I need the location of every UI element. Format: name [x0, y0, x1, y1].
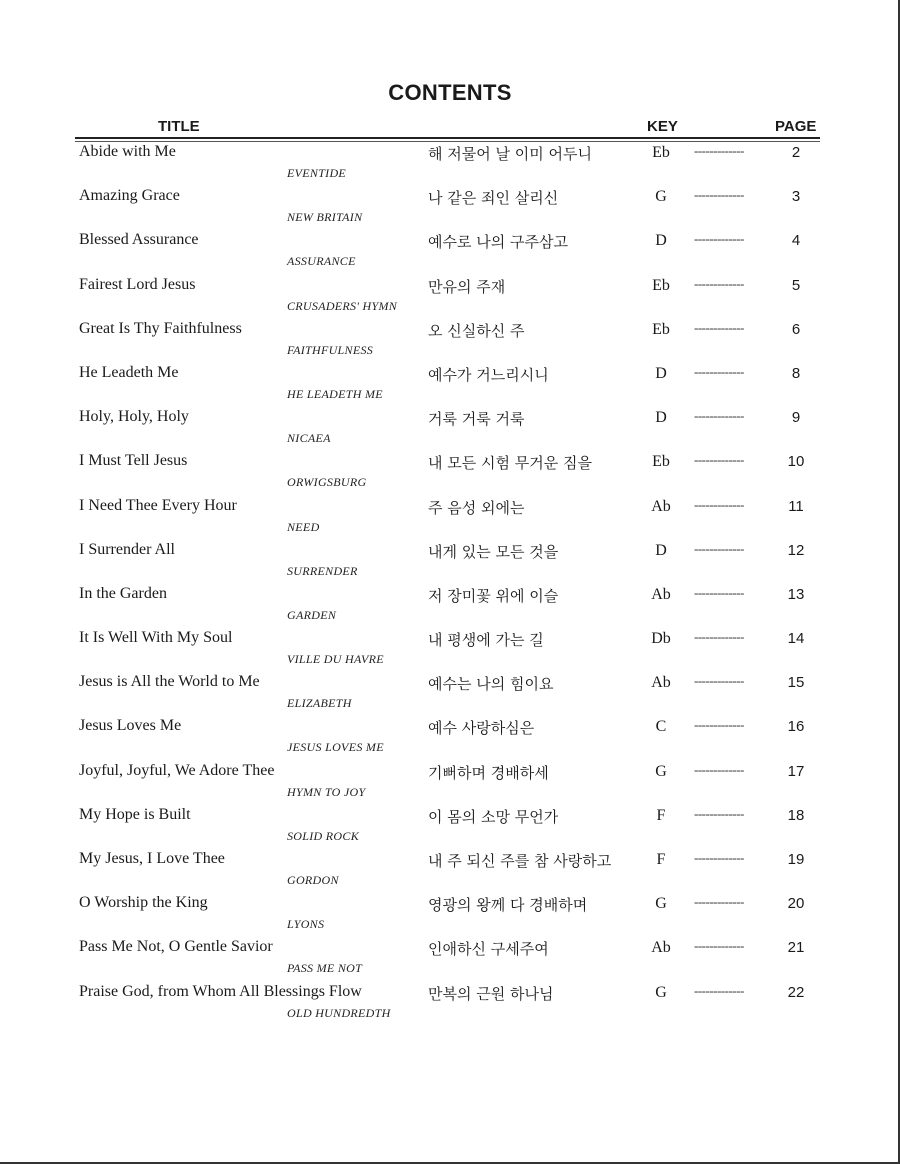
- korean-title: 주 음성 외에는: [428, 498, 525, 517]
- korean-title: 거룩 거룩 거룩: [428, 410, 525, 429]
- list-item: [0, 983, 900, 1027]
- tune-name: CRUSADERS' HYMN: [287, 298, 398, 313]
- tune-name: JESUS LOVES ME: [287, 740, 384, 755]
- hymn-key: Eb: [652, 453, 670, 471]
- page-number: 5: [791, 276, 801, 294]
- korean-title: 오 신실하신 주: [428, 321, 525, 340]
- hymn-key: D: [655, 409, 667, 427]
- korean-title: 내게 있는 모든 것을: [428, 542, 559, 561]
- dot-leader: -------------: [694, 319, 744, 335]
- korean-title: 저 장미꽃 위에 이슬: [428, 586, 559, 605]
- hymn-title: My Jesus, I Love Thee: [79, 850, 225, 867]
- dot-leader: -------------: [694, 629, 744, 645]
- page-number: 11: [788, 497, 804, 515]
- contents-list: [0, 143, 900, 1027]
- dot-leader: -------------: [694, 452, 744, 468]
- dot-leader: -------------: [694, 540, 744, 556]
- page-number: 16: [787, 718, 805, 736]
- tune-name: PASS ME NOT: [287, 961, 363, 976]
- hymn-key: D: [655, 364, 667, 382]
- list-item: [0, 497, 900, 541]
- hymn-key: Eb: [652, 320, 670, 338]
- tune-name: FAITHFULNESS: [287, 342, 374, 357]
- page-number: 12: [787, 541, 805, 559]
- hymn-title: I Surrender All: [79, 540, 175, 558]
- page-number: 8: [791, 364, 801, 382]
- hymn-title: My Hope is Built: [79, 805, 191, 823]
- korean-title: 인애하신 구세주여: [428, 940, 549, 959]
- list-item: [0, 762, 900, 806]
- page-title: CONTENTS: [388, 80, 512, 105]
- hymn-title: Pass Me Not, O Gentle Savior: [79, 938, 273, 956]
- tune-name: ASSURANCE: [287, 254, 356, 269]
- column-header-key: KEY: [647, 118, 678, 135]
- korean-title: 예수로 나의 구주삼고: [428, 233, 568, 252]
- hymn-title: O Worship the King: [79, 894, 208, 912]
- korean-title: 기뻐하며 경배하세: [428, 763, 549, 782]
- hymn-title: Blessed Assurance: [79, 231, 199, 249]
- page-number: 3: [791, 188, 801, 206]
- hymn-key: D: [655, 232, 667, 250]
- list-item: [0, 850, 900, 894]
- hymn-key: G: [655, 895, 667, 913]
- hymn-title: Holy, Holy, Holy: [79, 408, 189, 426]
- tune-name: GORDON: [287, 873, 339, 887]
- hymn-title: I Must Tell Jesus: [79, 452, 188, 470]
- korean-title: 만유의 주재: [428, 277, 506, 296]
- hymn-key: Ab: [651, 939, 671, 957]
- page-number: 15: [787, 674, 805, 692]
- hymn-key: G: [655, 983, 667, 1001]
- dot-leader: -------------: [694, 187, 744, 203]
- list-item: [0, 452, 900, 496]
- list-item: [0, 364, 900, 408]
- tune-name: GARDEN: [287, 607, 337, 622]
- tune-name: NICAEA: [287, 431, 331, 446]
- hymn-title: Amazing Grace: [79, 187, 180, 205]
- hymn-title: Great Is Thy Faithfulness: [79, 319, 242, 337]
- list-item: [0, 276, 900, 320]
- korean-title: 만복의 근원 하나님: [428, 984, 554, 1003]
- korean-title: 예수가 거느리시니: [428, 365, 549, 384]
- dot-leader: -------------: [694, 275, 744, 291]
- dot-leader: -------------: [694, 231, 744, 247]
- page-number: 6: [791, 320, 801, 338]
- tune-name: LYONS: [287, 917, 325, 932]
- page-number: 2: [791, 144, 801, 161]
- dot-leader: -------------: [694, 496, 744, 512]
- page-number: 22: [787, 983, 805, 1001]
- column-header-page: PAGE: [775, 118, 817, 135]
- hymn-title: Fairest Lord Jesus: [79, 275, 196, 293]
- tune-name: NEW BRITAIN: [287, 210, 363, 225]
- hymn-title: Jesus Loves Me: [79, 717, 182, 735]
- dot-leader: -------------: [694, 143, 744, 158]
- page-number: 20: [787, 895, 805, 913]
- hymn-title: Joyful, Joyful, We Adore Thee: [79, 761, 275, 779]
- page-number: 14: [787, 630, 805, 648]
- list-item: [0, 585, 900, 629]
- dot-leader: -------------: [694, 805, 744, 821]
- page-number: 18: [787, 806, 805, 824]
- korean-title: 내 평생에 가는 길: [428, 631, 544, 650]
- hymn-key: G: [655, 762, 667, 780]
- page-number: 9: [791, 409, 801, 427]
- hymn-title: He Leadeth Me: [79, 363, 179, 381]
- hymn-key: G: [655, 188, 667, 206]
- korean-title: 영광의 왕께 다 경배하며: [428, 896, 588, 915]
- page-number: 4: [791, 232, 801, 250]
- hymn-key: Db: [651, 630, 671, 648]
- column-header-title: TITLE: [158, 118, 200, 135]
- korean-title: 해 저물어 날 이미 어두니: [428, 145, 592, 163]
- dot-leader: -------------: [694, 717, 744, 733]
- list-item: [0, 320, 900, 364]
- page-number: 10: [787, 453, 805, 471]
- header-rule: [75, 137, 820, 142]
- hymn-title: Abide with Me: [79, 143, 176, 160]
- hymn-key: D: [655, 541, 667, 559]
- hymn-title: I Need Thee Every Hour: [79, 496, 237, 514]
- tune-name: ELIZABETH: [287, 696, 352, 711]
- list-item: [0, 408, 900, 452]
- hymn-key: F: [656, 851, 666, 868]
- list-item: [0, 187, 900, 231]
- tune-name: NEED: [287, 519, 320, 534]
- list-item: [0, 806, 900, 850]
- tune-name: EVENTIDE: [287, 166, 347, 180]
- list-item: [0, 541, 900, 585]
- tune-name: ORWIGSBURG: [287, 475, 367, 490]
- korean-title: 예수 사랑하심은: [428, 719, 535, 738]
- hymn-key: Ab: [651, 674, 671, 692]
- korean-title: 나 같은 죄인 살리신: [428, 189, 559, 208]
- tune-name: OLD HUNDREDTH: [287, 1005, 391, 1020]
- list-item: [0, 894, 900, 938]
- dot-leader: -------------: [694, 982, 744, 998]
- hymn-key: C: [655, 718, 667, 736]
- list-item: [0, 717, 900, 761]
- page-number: 17: [787, 762, 805, 780]
- page-number: 19: [787, 851, 805, 868]
- page-number: 13: [787, 585, 805, 603]
- hymn-title: Jesus is All the World to Me: [79, 673, 260, 691]
- korean-title: 예수는 나의 힘이요: [428, 675, 554, 694]
- tune-name: VILLE DU HAVRE: [287, 652, 384, 667]
- hymn-key: Ab: [651, 497, 671, 515]
- hymn-title: It Is Well With My Soul: [79, 629, 233, 647]
- list-item: [0, 673, 900, 717]
- korean-title: 이 몸의 소망 무언가: [428, 807, 559, 826]
- tune-name: HYMN TO JOY: [287, 784, 366, 799]
- tune-name: HE LEADETH ME: [287, 386, 383, 401]
- korean-title: 내 주 되신 주를 참 사랑하고: [428, 852, 612, 870]
- hymn-title: In the Garden: [79, 584, 167, 602]
- dot-leader: -------------: [694, 850, 744, 865]
- page-number: 21: [787, 939, 805, 957]
- dot-leader: -------------: [694, 894, 744, 910]
- korean-title: 내 모든 시험 무거운 짐을: [428, 454, 592, 473]
- dot-leader: -------------: [694, 584, 744, 600]
- list-item: [0, 938, 900, 982]
- list-item: [0, 629, 900, 673]
- dot-leader: -------------: [694, 938, 744, 954]
- hymn-title: Praise God, from Whom All Blessings Flow: [79, 982, 362, 1000]
- dot-leader: -------------: [694, 673, 744, 689]
- hymn-key: Ab: [651, 585, 671, 603]
- hymn-key: F: [656, 806, 666, 824]
- hymn-key: Eb: [652, 276, 670, 294]
- hymn-key: Eb: [652, 144, 670, 161]
- list-item: [0, 143, 900, 187]
- dot-leader: -------------: [694, 408, 744, 424]
- dot-leader: -------------: [694, 363, 744, 379]
- list-item: [0, 231, 900, 275]
- tune-name: SURRENDER: [287, 563, 358, 578]
- tune-name: SOLID ROCK: [287, 828, 360, 843]
- dot-leader: -------------: [694, 761, 744, 777]
